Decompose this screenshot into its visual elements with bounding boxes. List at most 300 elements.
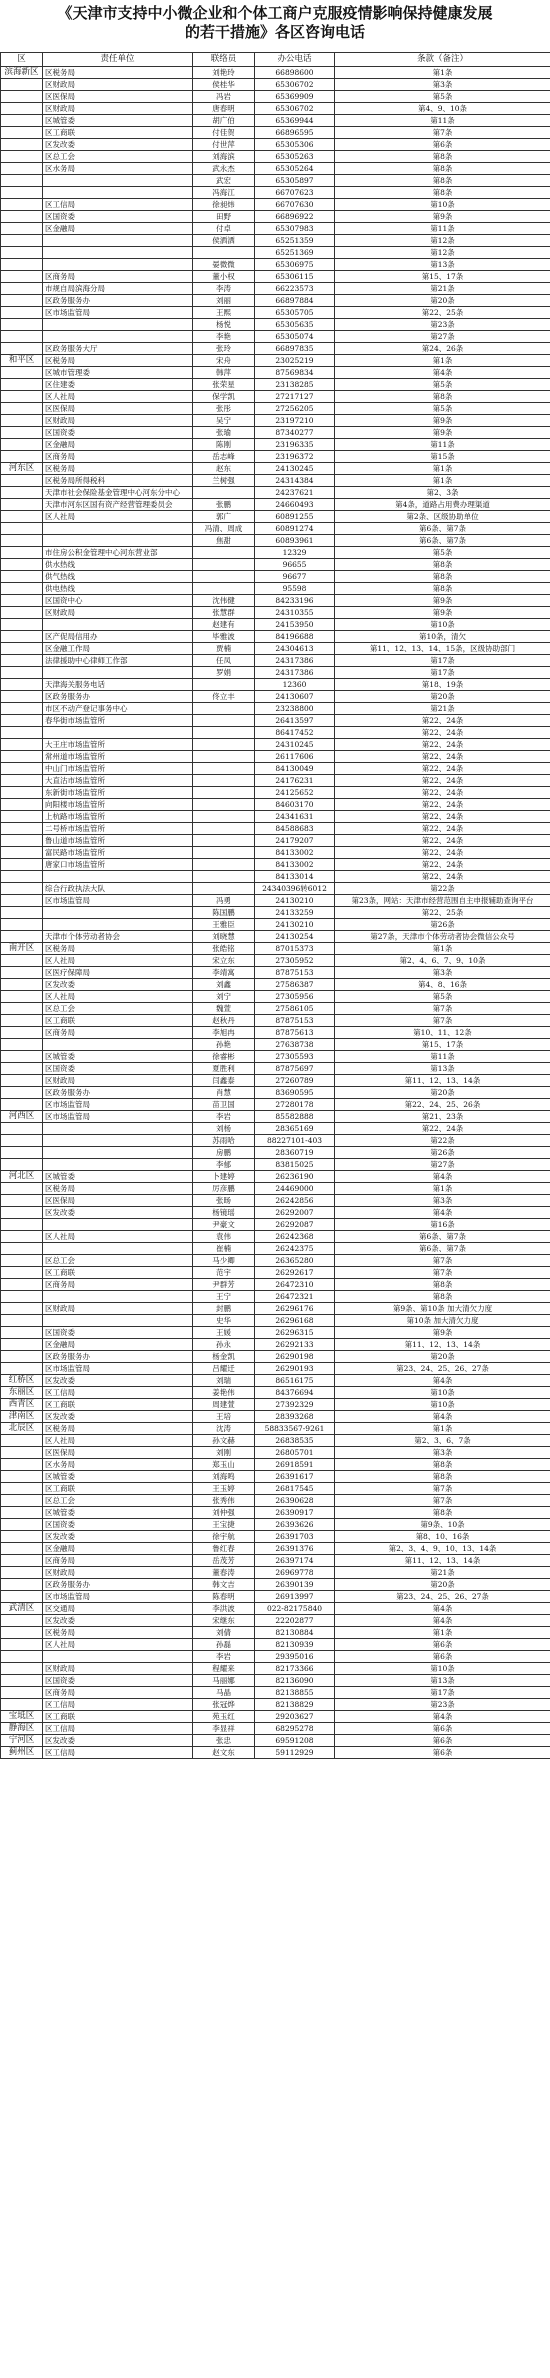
cell-phone: 65369909 [255, 91, 335, 103]
table-row [1, 979, 550, 991]
cell-clause: 第10条 [335, 1387, 550, 1399]
cell-district [1, 127, 43, 139]
cell-district [1, 235, 43, 247]
cell-contact: 李岩 [193, 1651, 255, 1663]
table-row [1, 1111, 550, 1123]
cell-phone: 66897835 [255, 343, 335, 355]
cell-district [1, 115, 43, 127]
cell-unit: 区商务局 [43, 1027, 193, 1039]
cell-clause: 第7条 [335, 1267, 550, 1279]
cell-clause: 第22、25条 [335, 307, 550, 319]
cell-clause: 第22、24条 [335, 835, 550, 847]
cell-district [1, 967, 43, 979]
cell-district: 滨海新区 [1, 67, 43, 79]
cell-clause: 第4、9、10条 [335, 103, 550, 115]
table-row [1, 1663, 550, 1675]
table-row [1, 1435, 550, 1447]
cell-district: 东丽区 [1, 1387, 43, 1399]
cell-contact [193, 835, 255, 847]
cell-contact: 姜艳伟 [193, 1387, 255, 1399]
cell-phone: 96677 [255, 571, 335, 583]
cell-district [1, 679, 43, 691]
cell-phone: 84376694 [255, 1387, 335, 1399]
cell-unit: 区发改委 [43, 1375, 193, 1387]
cell-phone: 26242368 [255, 1231, 335, 1243]
cell-phone: 60893961 [255, 535, 335, 547]
cell-unit: 区医保局 [43, 1195, 193, 1207]
cell-clause: 第4条 [335, 1411, 550, 1423]
cell-unit: 区市场监管局 [43, 307, 193, 319]
cell-unit: 区财政局 [43, 1075, 193, 1087]
table-row [1, 115, 550, 127]
cell-district [1, 847, 43, 859]
cell-district [1, 643, 43, 655]
table-row [1, 1015, 550, 1027]
cell-unit: 区财政局 [43, 1303, 193, 1315]
cell-clause: 第23条，网站：天津市经营范围自主申报辅助查询平台 [335, 895, 550, 907]
cell-contact: 宋立东 [193, 955, 255, 967]
cell-unit: 区人社局 [43, 955, 193, 967]
cell-contact: 杨悦 [193, 319, 255, 331]
cell-contact: 沈伟健 [193, 595, 255, 607]
cell-district [1, 1675, 43, 1687]
cell-unit: 区商务局 [43, 1279, 193, 1291]
cell-district [1, 487, 43, 499]
cell-contact [193, 247, 255, 259]
cell-phone: 26290193 [255, 1363, 335, 1375]
cell-unit: 区城市管理委 [43, 367, 193, 379]
cell-district [1, 523, 43, 535]
cell-phone: 65306702 [255, 103, 335, 115]
cell-unit: 区国资委 [43, 1327, 193, 1339]
cell-phone: 84130049 [255, 763, 335, 775]
cell-contact: 崔楠 [193, 1243, 255, 1255]
cell-unit: 区税务局 [43, 1423, 193, 1435]
cell-phone: 26397174 [255, 1555, 335, 1567]
cell-contact: 韩文吉 [193, 1579, 255, 1591]
cell-contact: 赵文东 [193, 1747, 255, 1759]
cell-unit: 区市场监管局 [43, 1591, 193, 1603]
table-row [1, 1183, 550, 1195]
cell-phone: 26918591 [255, 1459, 335, 1471]
cell-phone: 26242375 [255, 1243, 335, 1255]
cell-phone: 26296168 [255, 1315, 335, 1327]
table-row [1, 1051, 550, 1063]
cell-unit [43, 1039, 193, 1051]
cell-phone: 23025219 [255, 355, 335, 367]
table-row [1, 91, 550, 103]
cell-clause: 第27条，天津市个体劳动者协会微信公众号 [335, 931, 550, 943]
table-row [1, 595, 550, 607]
cell-district [1, 619, 43, 631]
cell-phone: 26117606 [255, 751, 335, 763]
cell-phone: 66707623 [255, 187, 335, 199]
cell-contact: 刘鑫 [193, 979, 255, 991]
cell-clause: 第4条 [335, 1615, 550, 1627]
cell-phone: 82130884 [255, 1627, 335, 1639]
cell-contact [193, 751, 255, 763]
cell-district [1, 1039, 43, 1051]
cell-clause: 第6条 [335, 1651, 550, 1663]
table-row [1, 151, 550, 163]
cell-unit [43, 1291, 193, 1303]
cell-contact: 刘丽 [193, 295, 255, 307]
cell-unit [43, 523, 193, 535]
cell-clause: 第10条 [335, 1663, 550, 1675]
cell-clause: 第8条 [335, 1471, 550, 1483]
table-row [1, 1387, 550, 1399]
cell-unit: 供电热线 [43, 583, 193, 595]
cell-contact: 任凤 [193, 655, 255, 667]
cell-district [1, 199, 43, 211]
cell-unit [43, 259, 193, 271]
cell-clause: 第11、12、13、14、15条，区级协助部门 [335, 643, 550, 655]
cell-contact: 吕耀迁 [193, 1363, 255, 1375]
cell-phone: 87875697 [255, 1063, 335, 1075]
header-phone: 办公电话 [255, 53, 335, 67]
cell-contact [193, 739, 255, 751]
cell-phone: 59112929 [255, 1747, 335, 1759]
cell-phone: 29203627 [255, 1711, 335, 1723]
cell-clause: 第17条 [335, 667, 550, 679]
cell-unit: 区医保局 [43, 91, 193, 103]
cell-phone: 65305074 [255, 331, 335, 343]
cell-district [1, 139, 43, 151]
cell-phone: 85582888 [255, 1111, 335, 1123]
cell-contact [193, 559, 255, 571]
table-row [1, 103, 550, 115]
cell-clause: 第15、17条 [335, 271, 550, 283]
table-row [1, 1699, 550, 1711]
table-row [1, 823, 550, 835]
cell-unit: 区国资委 [43, 1675, 193, 1687]
cell-district [1, 1447, 43, 1459]
cell-phone: 65305635 [255, 319, 335, 331]
cell-contact [193, 811, 255, 823]
cell-district [1, 1075, 43, 1087]
cell-contact: 王宝捷 [193, 1519, 255, 1531]
cell-clause: 第5条 [335, 547, 550, 559]
cell-clause: 第10条 [335, 1399, 550, 1411]
cell-unit: 常州道市场监管所 [43, 751, 193, 763]
cell-district [1, 295, 43, 307]
cell-district [1, 1435, 43, 1447]
table-row [1, 535, 550, 547]
cell-contact: 袁伟 [193, 1231, 255, 1243]
cell-contact [193, 883, 255, 895]
cell-contact: 王媛 [193, 1327, 255, 1339]
cell-clause: 第8条 [335, 391, 550, 403]
table-row [1, 415, 550, 427]
cell-unit: 区医保局 [43, 403, 193, 415]
cell-district: 南开区 [1, 943, 43, 955]
cell-unit: 区国资委 [43, 1063, 193, 1075]
table-row [1, 187, 550, 199]
cell-phone: 26242856 [255, 1195, 335, 1207]
cell-phone: 24237621 [255, 487, 335, 499]
table-row [1, 1147, 550, 1159]
cell-clause: 第24、26条 [335, 343, 550, 355]
cell-clause: 第23条 [335, 319, 550, 331]
cell-unit: 市区不动产登记事务中心 [43, 703, 193, 715]
cell-contact: 李郁 [193, 1159, 255, 1171]
cell-contact: 付卓 [193, 223, 255, 235]
cell-clause: 第8条 [335, 163, 550, 175]
cell-clause: 第23、24、25、26、27条 [335, 1363, 550, 1375]
table-row [1, 487, 550, 499]
cell-clause: 第3条 [335, 967, 550, 979]
cell-unit: 区发改委 [43, 979, 193, 991]
cell-clause: 第4条 [335, 1375, 550, 1387]
cell-contact: 陈国鹏 [193, 907, 255, 919]
cell-phone: 65305306 [255, 139, 335, 151]
cell-phone: 65305263 [255, 151, 335, 163]
table-row [1, 1639, 550, 1651]
cell-clause: 第15条 [335, 451, 550, 463]
cell-contact: 刘海滨 [193, 151, 255, 163]
cell-district [1, 1591, 43, 1603]
cell-clause: 第1条 [335, 1627, 550, 1639]
cell-unit: 区税务局 [43, 1627, 193, 1639]
cell-phone: 24179207 [255, 835, 335, 847]
cell-clause: 第17条 [335, 1687, 550, 1699]
cell-district [1, 343, 43, 355]
table-row [1, 379, 550, 391]
cell-district [1, 427, 43, 439]
cell-unit [43, 1243, 193, 1255]
cell-contact: 赵建有 [193, 619, 255, 631]
table-row [1, 1303, 550, 1315]
cell-phone: 28360719 [255, 1147, 335, 1159]
table-row [1, 931, 550, 943]
cell-unit: 鲁山道市场监管所 [43, 835, 193, 847]
table-row [1, 79, 550, 91]
cell-district [1, 1663, 43, 1675]
cell-phone: 83690595 [255, 1087, 335, 1099]
cell-district [1, 403, 43, 415]
cell-contact: 冯勇 [193, 895, 255, 907]
cell-phone: 27392329 [255, 1399, 335, 1411]
cell-contact: 陈春明 [193, 1591, 255, 1603]
cell-contact: 唐春明 [193, 103, 255, 115]
cell-unit: 区发改委 [43, 1531, 193, 1543]
cell-contact [193, 679, 255, 691]
cell-clause: 第10条 加大清欠力度 [335, 1315, 550, 1327]
table-row [1, 1411, 550, 1423]
cell-unit: 区总工会 [43, 1003, 193, 1015]
cell-unit: 区工商联 [43, 1399, 193, 1411]
cell-district [1, 727, 43, 739]
cell-unit [43, 1159, 193, 1171]
cell-unit: 区国资委 [43, 427, 193, 439]
cell-contact: 刘倩 [193, 1627, 255, 1639]
cell-contact: 罗娟 [193, 667, 255, 679]
cell-clause: 第27条 [335, 331, 550, 343]
table-row [1, 631, 550, 643]
cell-district [1, 151, 43, 163]
cell-unit: 区发改委 [43, 1735, 193, 1747]
cell-district [1, 1243, 43, 1255]
cell-unit [43, 871, 193, 883]
cell-phone: 022-82175840 [255, 1603, 335, 1615]
cell-contact: 田野 [193, 211, 255, 223]
cell-phone: 82138829 [255, 1699, 335, 1711]
cell-clause: 第8条 [335, 559, 550, 571]
cell-unit: 区工商联 [43, 127, 193, 139]
cell-contact [193, 583, 255, 595]
cell-contact: 孙磊 [193, 1639, 255, 1651]
table-row [1, 1087, 550, 1099]
cell-unit: 大直沽市场监管所 [43, 775, 193, 787]
table-row [1, 1327, 550, 1339]
table-row [1, 835, 550, 847]
cell-district [1, 571, 43, 583]
cell-phone: 84233196 [255, 595, 335, 607]
cell-phone: 27305593 [255, 1051, 335, 1063]
cell-clause: 第22、24条 [335, 727, 550, 739]
cell-contact [193, 487, 255, 499]
cell-phone: 24317386 [255, 667, 335, 679]
cell-district [1, 583, 43, 595]
cell-contact [193, 823, 255, 835]
table-row [1, 1711, 550, 1723]
cell-unit: 区商务局 [43, 1687, 193, 1699]
table-row [1, 295, 550, 307]
cell-unit: 区政务服务办 [43, 1579, 193, 1591]
cell-phone: 26391376 [255, 1543, 335, 1555]
cell-contact: 岳志峰 [193, 451, 255, 463]
cell-district [1, 631, 43, 643]
cell-district [1, 1495, 43, 1507]
table-row [1, 1495, 550, 1507]
table-row [1, 499, 550, 511]
cell-contact [193, 547, 255, 559]
cell-contact: 保学凯 [193, 391, 255, 403]
cell-unit [43, 727, 193, 739]
cell-contact: 刘刚 [193, 1447, 255, 1459]
cell-unit: 天津市河东区国有资产经营管理委员会 [43, 499, 193, 511]
table-row [1, 1483, 550, 1495]
cell-district [1, 1255, 43, 1267]
cell-district [1, 1291, 43, 1303]
cell-phone: 26296315 [255, 1327, 335, 1339]
cell-clause: 第4条 [335, 1171, 550, 1183]
table-row [1, 1507, 550, 1519]
cell-district [1, 1303, 43, 1315]
table-row [1, 1651, 550, 1663]
cell-contact: 赵秋丹 [193, 1015, 255, 1027]
table-row [1, 547, 550, 559]
cell-unit: 供气热线 [43, 571, 193, 583]
cell-unit: 区政务服务办 [43, 691, 193, 703]
cell-unit: 区税务局 [43, 463, 193, 475]
cell-phone: 84196688 [255, 631, 335, 643]
cell-contact: 刘仲强 [193, 1507, 255, 1519]
table-row [1, 127, 550, 139]
cell-clause: 第12条 [335, 235, 550, 247]
table-row [1, 1735, 550, 1747]
cell-district: 蓟州区 [1, 1747, 43, 1759]
cell-district [1, 655, 43, 667]
cell-district: 武清区 [1, 1603, 43, 1615]
cell-contact [193, 571, 255, 583]
cell-district [1, 1615, 43, 1627]
cell-phone: 60891255 [255, 511, 335, 523]
cell-unit: 区发改委 [43, 1207, 193, 1219]
cell-clause: 第5条 [335, 403, 550, 415]
table-row [1, 571, 550, 583]
cell-district [1, 775, 43, 787]
table-row [1, 367, 550, 379]
cell-clause: 第20条 [335, 295, 550, 307]
table-row [1, 703, 550, 715]
table-row [1, 247, 550, 259]
table-row [1, 739, 550, 751]
cell-contact: 佟立丰 [193, 691, 255, 703]
cell-clause: 第9条 [335, 1327, 550, 1339]
cell-phone: 65307983 [255, 223, 335, 235]
cell-clause: 第26条 [335, 919, 550, 931]
cell-clause: 第22、24条 [335, 859, 550, 871]
cell-phone: 29395016 [255, 1651, 335, 1663]
cell-clause: 第11条 [335, 223, 550, 235]
cell-unit: 区税务局 [43, 943, 193, 955]
cell-district [1, 871, 43, 883]
cell-contact: 付世萍 [193, 139, 255, 151]
cell-phone: 84133002 [255, 847, 335, 859]
cell-unit: 区水务局 [43, 1459, 193, 1471]
cell-clause: 第13条 [335, 1675, 550, 1687]
cell-contact: 郑玉山 [193, 1459, 255, 1471]
cell-clause: 第4、8、16条 [335, 979, 550, 991]
cell-contact: 武永杰 [193, 163, 255, 175]
cell-clause: 第10条 [335, 199, 550, 211]
cell-district [1, 1123, 43, 1135]
cell-clause: 第9条、10条 [335, 1519, 550, 1531]
cell-phone: 22202877 [255, 1615, 335, 1627]
table-row [1, 1219, 550, 1231]
cell-phone: 26236190 [255, 1171, 335, 1183]
table-row [1, 991, 550, 1003]
cell-unit: 富民路市场监管所 [43, 847, 193, 859]
cell-clause: 第11条 [335, 115, 550, 127]
cell-clause: 第2、3、4、9、10、13、14条 [335, 1543, 550, 1555]
cell-phone: 66223573 [255, 283, 335, 295]
cell-unit: 区总工会 [43, 1495, 193, 1507]
cell-unit: 区商务局 [43, 1555, 193, 1567]
cell-district [1, 1159, 43, 1171]
table-row [1, 811, 550, 823]
cell-clause: 第13条 [335, 259, 550, 271]
cell-phone: 27217127 [255, 391, 335, 403]
cell-clause: 第10条 [335, 619, 550, 631]
cell-contact: 晏微微 [193, 259, 255, 271]
cell-contact: 周建萱 [193, 1399, 255, 1411]
cell-clause: 第8条 [335, 583, 550, 595]
title-line-2: 的若干措施》各区咨询电话 [184, 23, 365, 41]
cell-district [1, 1627, 43, 1639]
cell-clause: 第21条 [335, 283, 550, 295]
cell-clause: 第20条 [335, 1351, 550, 1363]
cell-clause: 第11、12、13、14条 [335, 1339, 550, 1351]
cell-unit: 区财政局 [43, 415, 193, 427]
cell-contact: 韩萍 [193, 367, 255, 379]
cell-phone: 65305264 [255, 163, 335, 175]
cell-phone: 66707630 [255, 199, 335, 211]
cell-unit: 区医疗保障局 [43, 967, 193, 979]
cell-phone: 27305956 [255, 991, 335, 1003]
cell-clause: 第6条 [335, 1735, 550, 1747]
